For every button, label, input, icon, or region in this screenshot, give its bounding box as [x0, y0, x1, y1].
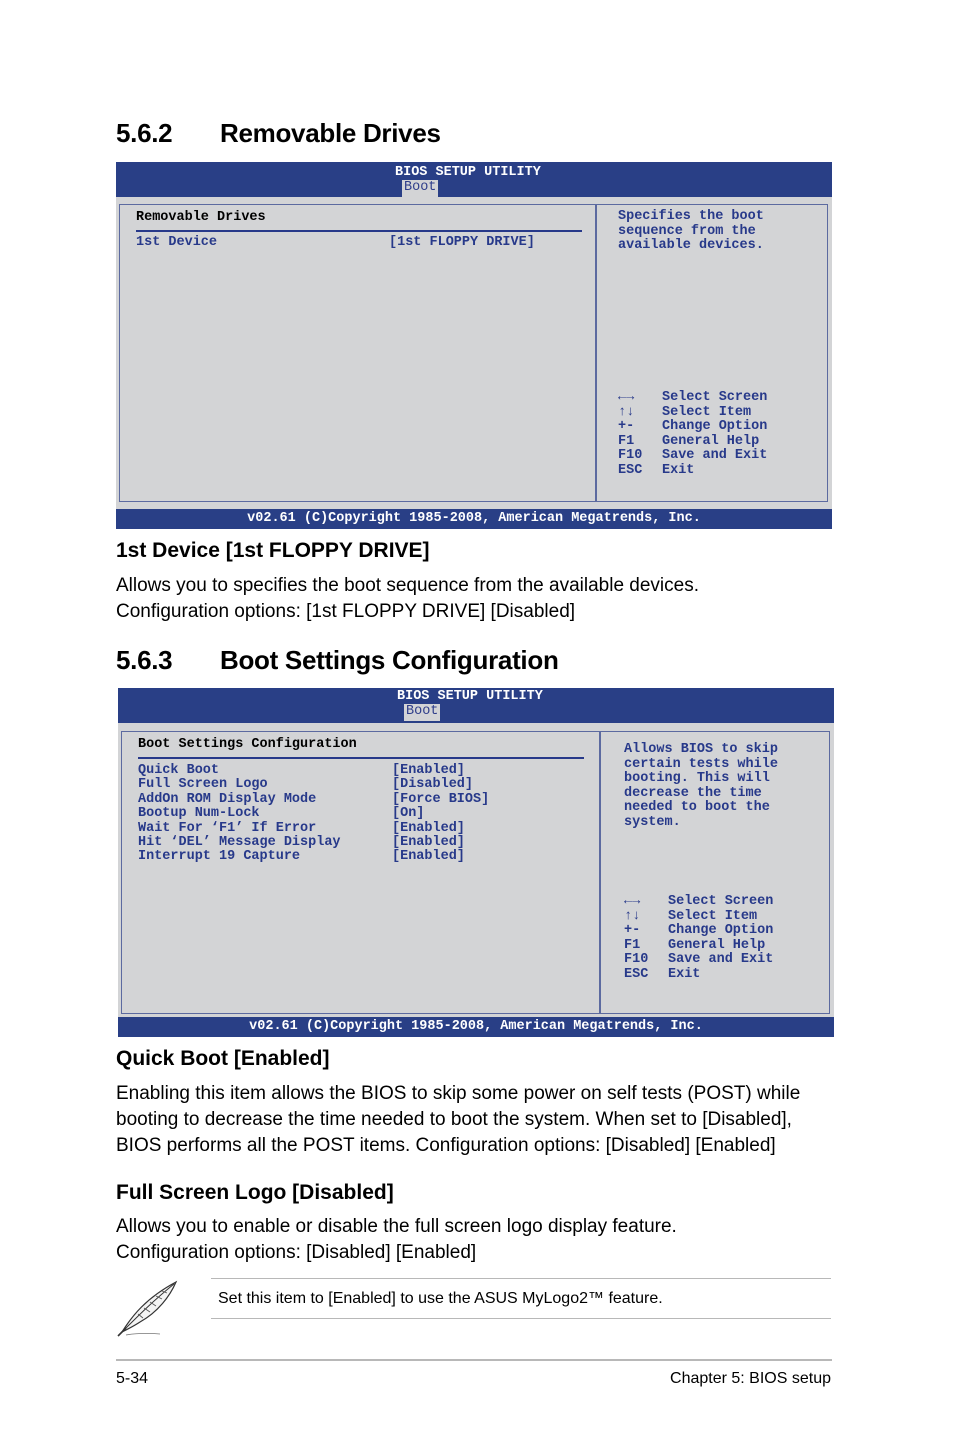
key-name: F10	[624, 952, 649, 967]
paragraph-line: Configuration options: [Disabled] [Enabled]	[116, 1242, 477, 1263]
tab-boot[interactable]: Boot	[404, 180, 437, 195]
page-number: 5-34	[116, 1370, 149, 1387]
section-heading-removable-drives	[116, 118, 716, 152]
bios-screen-removable-drives	[116, 162, 832, 529]
key-action: General Help	[662, 433, 760, 449]
subheading-quick-boot: Quick Boot [Enabled]	[116, 1047, 330, 1070]
key-action: Select Item	[662, 404, 752, 420]
feather-quill-icon	[114, 1278, 180, 1338]
key-action: Save and Exit	[662, 448, 768, 463]
help-line: needed to boot the	[624, 800, 770, 815]
key-name: ←→	[624, 894, 641, 909]
help-line: Specifies the boot	[618, 209, 764, 224]
key-name: ↑↓	[624, 908, 641, 924]
key-legend-row	[624, 894, 773, 909]
setting-label: Interrupt 19 Capture	[138, 849, 301, 865]
help-pane	[600, 731, 830, 1014]
paragraph-line: Enabling this item allows the BIOS to skip some power on self tests (POST) while	[116, 1083, 801, 1104]
chapter-label: Chapter 5: BIOS setup	[670, 1370, 831, 1387]
tab-boot[interactable]: Boot	[406, 704, 439, 719]
key-name: F10	[618, 448, 643, 463]
setting-label: Wait For ‘F1’ If Error	[138, 820, 317, 836]
bios-setting-row[interactable]	[138, 835, 465, 850]
key-legend-row	[618, 405, 751, 420]
section-title: Boot Settings Configuration	[220, 645, 559, 675]
key-action: Select Item	[668, 908, 758, 924]
help-line: available devices.	[618, 238, 764, 253]
bios-footer: v02.61 (C)Copyright 1985-2008, American Megatrends, Inc.	[116, 509, 832, 529]
key-action: Change Option	[668, 923, 774, 938]
setting-label: Quick Boot	[138, 763, 220, 778]
key-name: +-	[624, 923, 641, 938]
key-name: F1	[624, 937, 641, 953]
key-action: Select Screen	[662, 390, 768, 405]
key-legend-row	[618, 434, 759, 449]
pane-divider	[136, 230, 582, 232]
setting-value: [Enabled]	[392, 849, 465, 865]
key-legend-row	[618, 390, 767, 405]
setting-value: [Disabled]	[392, 777, 474, 793]
key-legend-row	[624, 967, 700, 982]
paragraph-line: Allows you to specifies the boot sequence from the available devices.	[116, 575, 699, 596]
note-rule-top	[211, 1278, 831, 1279]
settings-pane	[121, 731, 600, 1014]
paragraph-full-screen-logo	[116, 1214, 677, 1266]
help-line: sequence from the	[618, 223, 756, 239]
bios-setting-row[interactable]	[138, 791, 490, 807]
bios-setting-row[interactable]	[138, 820, 465, 836]
key-name: ESC	[618, 462, 643, 478]
key-legend-row	[618, 463, 694, 478]
setting-label: Bootup Num-Lock	[138, 806, 260, 822]
note-rule-bottom	[211, 1318, 831, 1319]
bios-screen-boot-settings	[118, 688, 834, 1037]
bios-setting-row[interactable]	[138, 806, 425, 822]
paragraph-1st-device	[116, 573, 699, 625]
key-name: +-	[618, 419, 635, 434]
key-legend-row	[618, 419, 767, 434]
paragraph-line: BIOS performs all the POST items. Configuration options: [Disabled] [Enabled]	[116, 1135, 776, 1156]
bios-setting-row[interactable]	[138, 777, 474, 793]
setting-value: [Force BIOS]	[392, 791, 490, 807]
paragraph-line: Configuration options: [1st FLOPPY DRIVE] [Disabled]	[116, 601, 576, 622]
key-name: ←→	[618, 390, 635, 405]
key-legend-row	[624, 938, 765, 953]
pane-title: Boot Settings Configuration	[138, 737, 357, 752]
help-line: booting. This will	[624, 771, 770, 786]
section-heading-boot-settings	[116, 645, 716, 679]
key-action: Change Option	[662, 419, 768, 434]
setting-label: Full Screen Logo	[138, 777, 268, 793]
paragraph-quick-boot	[116, 1081, 800, 1159]
settings-pane	[119, 204, 596, 502]
pane-divider	[138, 757, 584, 759]
key-action: General Help	[668, 937, 766, 953]
section-title: Removable Drives	[220, 118, 441, 148]
bios-title-bar	[118, 688, 834, 723]
pane-title: Removable Drives	[136, 210, 266, 225]
bios-title: BIOS SETUP UTILITY	[397, 689, 543, 704]
key-legend-row	[618, 448, 767, 463]
help-line: system.	[624, 814, 681, 830]
paragraph-line: booting to decrease the time needed to boot the system. When set to [Disabled],	[116, 1109, 792, 1130]
subheading-full-screen-logo: Full Screen Logo [Disabled]	[116, 1181, 394, 1204]
setting-label: Hit ‘DEL’ Message Display	[138, 835, 341, 850]
help-line: decrease the time	[624, 785, 762, 801]
setting-value: [1st FLOPPY DRIVE]	[389, 235, 535, 250]
setting-value: [Enabled]	[392, 835, 465, 850]
bios-footer: v02.61 (C)Copyright 1985-2008, American Megatrends, Inc.	[118, 1017, 834, 1037]
key-legend-row	[624, 952, 773, 967]
key-name: F1	[618, 433, 635, 449]
help-line: certain tests while	[624, 756, 778, 772]
bios-setting-row[interactable]	[138, 849, 465, 865]
key-name: ↑↓	[618, 404, 635, 420]
section-number: 5.6.2	[116, 118, 173, 148]
subheading-1st-device: 1st Device [1st FLOPPY DRIVE]	[116, 539, 430, 562]
note-text: Set this item to [Enabled] to use the ASUS MyLogo2™ feature.	[218, 1290, 663, 1307]
setting-label: 1st Device	[136, 235, 218, 250]
paragraph-line: Allows you to enable or disable the full screen logo display feature.	[116, 1216, 677, 1237]
footer-rule	[116, 1359, 832, 1361]
section-number: 5.6.3	[116, 645, 173, 675]
bios-title-bar	[116, 162, 832, 197]
setting-label: AddOn ROM Display Mode	[138, 791, 317, 807]
key-action: Exit	[668, 966, 701, 982]
key-legend-row	[624, 909, 757, 924]
bios-setting-row[interactable]	[136, 235, 535, 250]
help-line: Allows BIOS to skip	[624, 742, 778, 757]
help-pane	[596, 204, 828, 502]
setting-value: [On]	[392, 806, 425, 822]
key-action: Save and Exit	[668, 952, 774, 967]
key-action: Exit	[662, 462, 695, 478]
key-legend-row	[624, 923, 773, 938]
key-name: ESC	[624, 966, 649, 982]
key-action: Select Screen	[668, 894, 774, 909]
setting-value: [Enabled]	[392, 763, 465, 778]
setting-value: [Enabled]	[392, 820, 465, 836]
bios-title: BIOS SETUP UTILITY	[395, 165, 541, 180]
bios-setting-row[interactable]	[138, 763, 465, 778]
